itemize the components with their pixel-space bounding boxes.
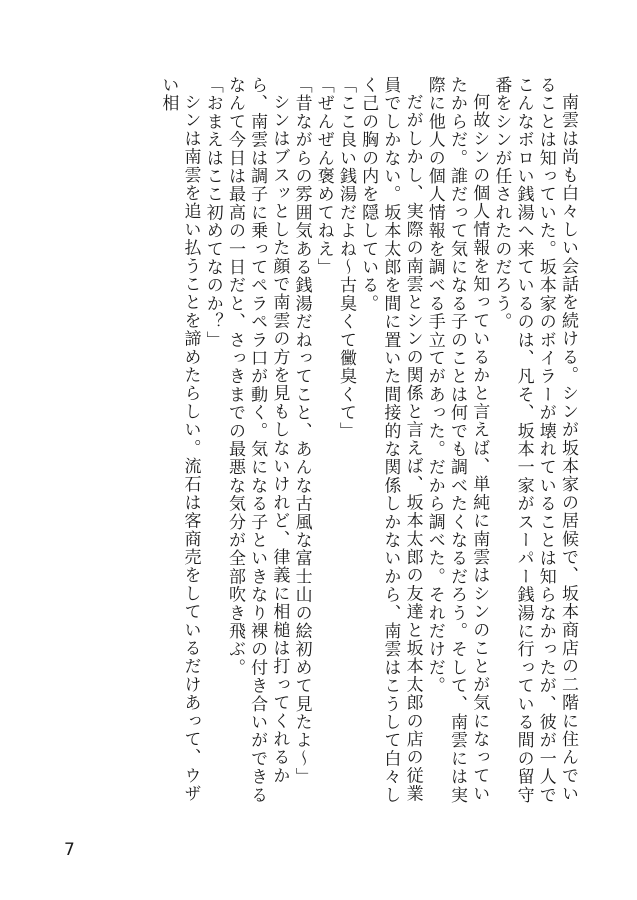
paragraph-dialogue-1: 「ここ良い銭湯だよね〜古臭くて黴臭くて」 — [335, 76, 356, 440]
page-number: 7 — [64, 840, 75, 860]
paragraph-narration-1: 南雲は尚も白々しい会話を続ける。シンが坂本家の居候で、坂本商店の二階に住んでいることは知っていた。坂本家のボイラーが壊れていることは知らなかったが、彼が一人でこんなボロい銭湯へ来ているのは、凡そ、坂本一家がスーパー銭湯に行っている間の留守番をシンが任されたのだろう。 — [491, 76, 578, 804]
paragraph-narration-5: シンは南雲を追い払うことを諦めたらしい。流石は客商売をしているだけあって、ウザい相 — [158, 76, 201, 803]
novel-text-body — [39, 76, 579, 816]
paragraph-dialogue-4: 「おまえはここ初めてなのか？」 — [202, 76, 223, 349]
paragraph-dialogue-2: 「ぜんぜん褒めてねえ」 — [313, 76, 334, 277]
paragraph-narration-2: 何故シンの個人情報を知っているかと言えば、単純に南雲はシンのことが気になっていたからだ。誰だって気になる子のことは何でも調べたくなるだろう。そして、南雲には実際に他人の個人情報を調べる手立てがあった。だから調べた。それだけだ。 — [424, 76, 490, 804]
paragraph-narration-4: シンはブスッとした顔で南雲の方を見もしないけれど、律義に相槌は打ってくれるから、南雲は調子に乗ってペラペラ口が動く。気になる子といきなり裸の付き合いができるなんて今日は最高の一日だと、さっきまでの最悪な気分が全部吹き飛ぶ。 — [224, 76, 290, 804]
paragraph-narration-3: だがしかし、実際の南雲とシンの関係と言えば、坂本太郎の友達と坂本太郎の店の従業員でしかない。坂本太郎を間に置いた間接的な関係しかないから、南雲はこうして白々しく己の胸の内を隠している。 — [358, 76, 423, 804]
paragraph-dialogue-3: 「昔ながらの雰囲気ある銭湯だねってこと、あんな古風な富士山の絵初めて見たよ〜」 — [291, 76, 312, 786]
